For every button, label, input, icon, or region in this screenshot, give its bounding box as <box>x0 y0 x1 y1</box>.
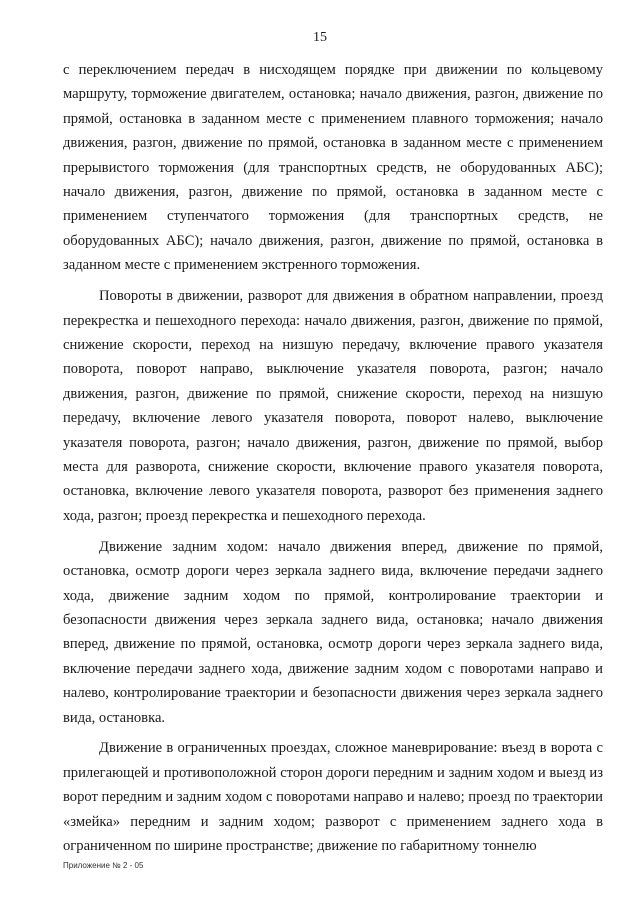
page-number: 15 <box>313 30 327 45</box>
footer-appendix-label: Приложение № 2 - 05 <box>63 861 144 870</box>
paragraph-braking: с переключением передач в нисходящем порядке при движении по кольцевому маршруту, торможение двигателем, остановка; начало движения, разгон, движение по прямой, остановка в заданном месте с применением плавного торможения; начало движения, разгон, движение по прямой, остановка в заданном месте с применением прерывистого торможения (для транспортных средств, не оборудованных АБС); начало движения, разгон, движение по прямой, остановка в заданном месте с применением ступенчатого торможения (для транспортных средств, не оборудованных АБС); начало движения, разгон, движение по прямой, остановка в заданном месте с применением экстренного торможения. <box>63 62 603 274</box>
paragraph-maneuvering: Движение в ограниченных проездах, сложное маневрирование: въезд в ворота с прилегающей и противоположной сторон дороги передним и задним ходом и выезд из ворот передним и задним ходом с поворотами направо и налево; проезд по траектории «змейка» передним и задним ходом; разворот с применением заднего хода в ограниченном по ширине пространстве; движение по габаритному тоннелю <box>63 740 603 855</box>
paragraph-turns: Повороты в движении, разворот для движения в обратном направлении, проезд перекрестка и пешеходного перехода: начало движения, разгон, движение по прямой, снижение скорости, переход на низшую передачу, включение правого указателя поворота, поворот направо, выключение указателя поворота, разгон; начало движения, разгон, движение по прямой, снижение скорости, переход на низшую передачу, включение левого указателя поворота, поворот налево, выключение указателя поворота, разгон; начало движения, разгон, движение по прямой, выбор места для разворота, снижение скорости, включение правого указателя поворота, остановка, включение левого указателя поворота, разворот без применения заднего хода, разгон; проезд перекрестка и пешеходного перехода. <box>63 288 603 524</box>
paragraph-reverse: Движение задним ходом: начало движения вперед, движение по прямой, остановка, осмотр дороги через зеркала заднего вида, включение передачи заднего хода, движение задним ходом по прямой, контролирование траектории и безопасности движения через зеркала заднего вида, остановка; начало движения вперед, движение по прямой, остановка, осмотр дороги через зеркала заднего вида, включение передачи заднего хода, движение задним ходом с поворотами направо и налево, контролирование траектории и безопасности движения через зеркала заднего вида, остановка. <box>63 538 603 726</box>
body-text <box>63 58 603 865</box>
